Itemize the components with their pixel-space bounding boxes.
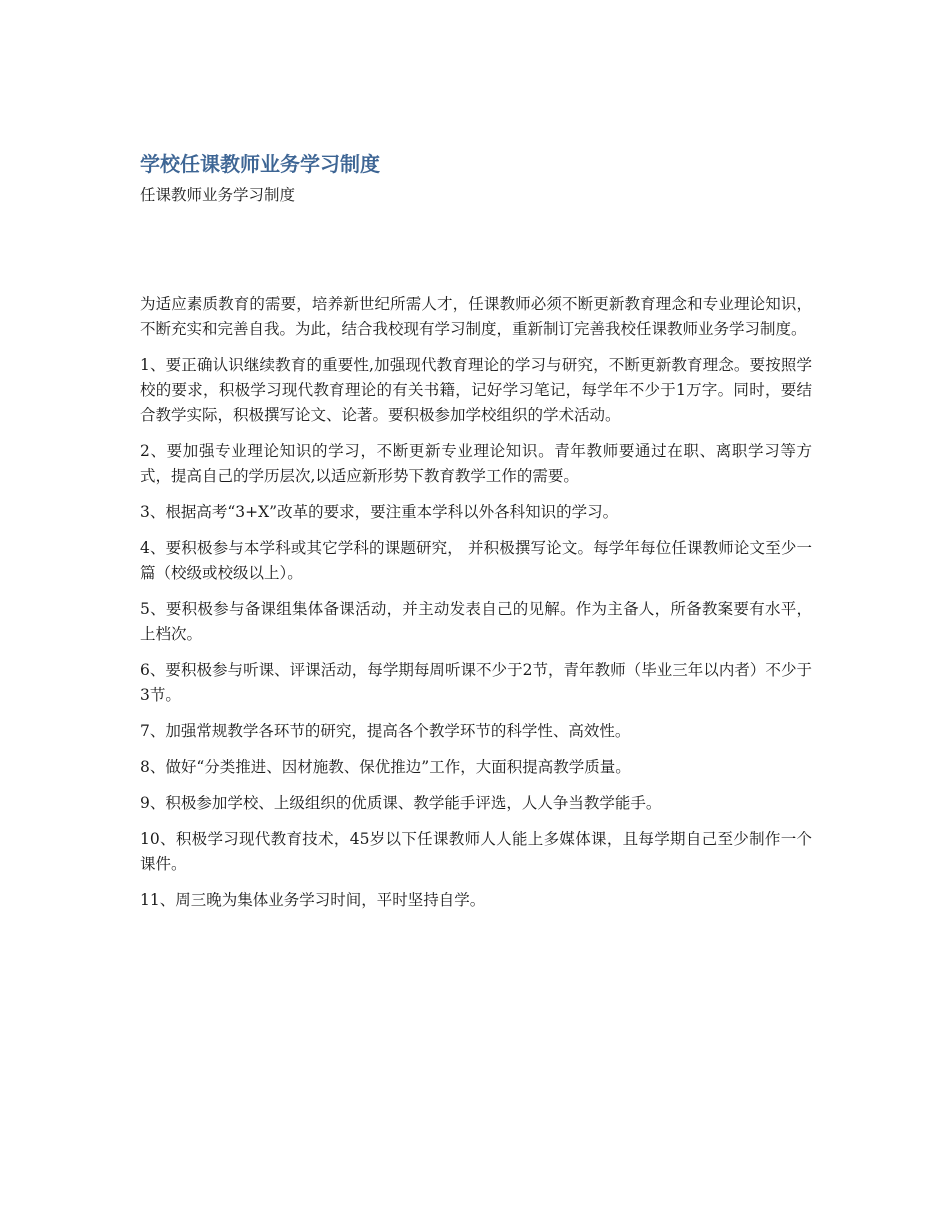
document-title: 学校任课教师业务学习制度 — [140, 152, 380, 176]
document-subtitle: 任课教师业务学习制度 — [140, 186, 296, 204]
rule-paragraph-11: 11、周三晚为集体业务学习时间，平时坚持自学。 — [140, 891, 486, 909]
document-body — [140, 292, 812, 913]
rule-paragraph-7: 7、加强常规教学各环节的研究，提高各个教学环节的科学性、高效性。 — [140, 722, 631, 740]
rule-paragraph-5: 5、要积极参与备课组集体备课活动，并主动发表自己的见解。作为主备人，所备教案要有水平，上档次。 — [140, 600, 812, 643]
rule-paragraph-2: 2、要加强专业理论知识的学习，不断更新专业理论知识。青年教师要通过在职、离职学习等方式，提高自己的学历层次,以适应新形势下教育教学工作的需要。 — [140, 442, 812, 485]
rule-paragraph-8: 8、做好“分类推进、因材施教、保优推边”工作，大面积提高教学质量。 — [140, 758, 631, 776]
rule-paragraph-9: 9、积极参加学校、上级组织的优质课、教学能手评选，人人争当教学能手。 — [140, 794, 662, 812]
rule-paragraph-10: 10、积极学习现代教育技术，45岁以下任课教师人人能上多媒体课，且每学期自己至少制作一个课件。 — [140, 830, 812, 873]
rule-paragraph-1: 1、要正确认识继续教育的重要性,加强现代教育理论的学习与研究，不断更新教育理念。要按照学校的要求，积极学习现代教育理论的有关书籍，记好学习笔记，每学年不少于1万字。同时，要结合教学实际，积极撰写论文、论著。要积极参加学校组织的学术活动。 — [140, 356, 812, 424]
intro-paragraph: 为适应素质教育的需要，培养新世纪所需人才，任课教师必须不断更新教育理念和专业理论知识，不断充实和完善自我。为此，结合我校现有学习制度，重新制订完善我校任课教师业务学习制度。 — [140, 295, 812, 338]
rule-paragraph-6: 6、要积极参与听课、评课活动，每学期每周听课不少于2节，青年教师（毕业三年以内者）不少于3节。 — [140, 661, 812, 704]
document-page — [140, 148, 812, 924]
rule-paragraph-4: 4、要积极参与本学科或其它学科的课题研究， 并积极撰写论文。每学年每位任课教师论文至少一篇（校级或校级以上）。 — [140, 539, 812, 582]
rule-paragraph-3: 3、根据高考“3+X”改革的要求，要注重本学科以外各科知识的学习。 — [140, 503, 619, 521]
